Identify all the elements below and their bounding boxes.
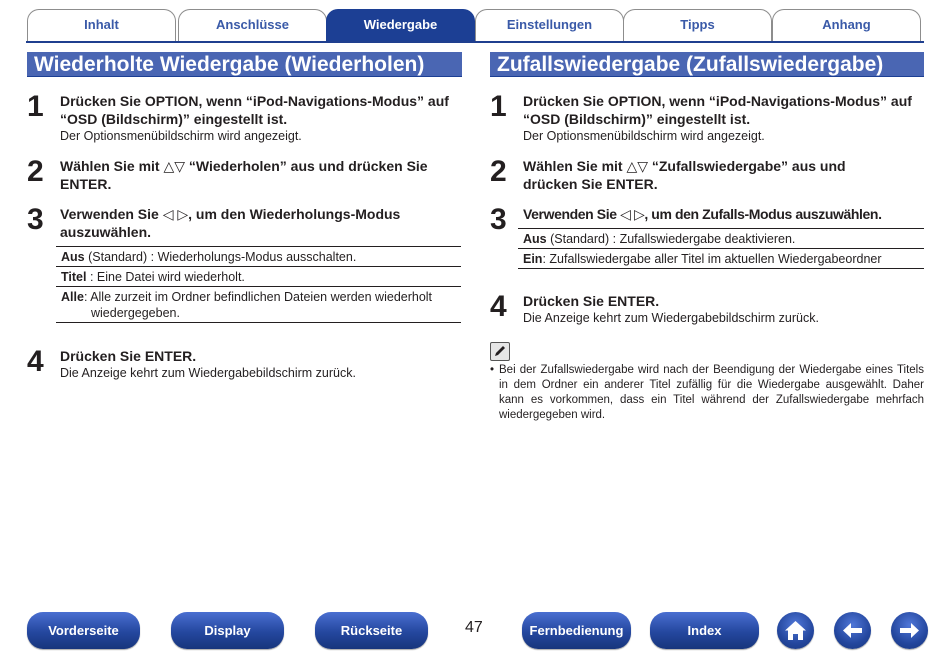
option-key: Alle [61,290,84,304]
tab-bar [0,0,950,44]
tab-anschluesse[interactable]: Anschlüsse [178,9,327,42]
arrow-left-icon [840,618,865,643]
tab-wiedergabe[interactable]: Wiedergabe [326,9,475,43]
option-key: Aus [61,250,85,264]
step-number: 3 [27,203,44,236]
option-row [518,249,924,269]
index-button[interactable]: Index [650,612,759,649]
option-text: (Standard) : Wiederholungs-Modus ausschalten. [84,250,357,264]
tab-underline [26,41,924,43]
step-number: 1 [27,90,44,123]
note-text: Bei der Zufallswiedergabe wird nach der Beendigung der Wiedergabe eines Titels in dem Ordner ein anderer Titel zufällig für die Wiedergabe ausgewählt. Daher kann es vorkommen, dass ein Titel während der Zufallswiedergabe mehrfach wiedergegeben wird. [499,364,924,421]
display-button[interactable]: Display [171,612,284,649]
home-icon [783,618,808,643]
step-desc: Die Anzeige kehrt zum Wiedergabebildschirm zurück. [60,366,356,380]
front-view-button[interactable]: Vorderseite [27,612,140,649]
option-text: : Eine Datei wird wiederholt. [86,270,245,284]
option-row [56,267,461,287]
step-number: 2 [27,155,44,188]
tab-tipps[interactable]: Tipps [623,9,772,42]
home-button[interactable] [777,612,814,649]
option-text: (Standard) : Zufallswiedergabe deaktivieren. [546,232,796,246]
option-row [56,287,461,323]
step-desc: Die Anzeige kehrt zum Wiedergabebildschirm zurück. [523,311,819,325]
step-number: 4 [490,290,507,323]
option-text: : Alle zurzeit im Ordner befindlichen Dateien werden wiederholt [83,290,433,304]
note-bullet: • [490,364,495,376]
option-text-cont: wiedergegeben. [91,306,180,320]
pencil-note-icon [490,342,510,361]
step-number: 3 [490,203,507,236]
back-button[interactable] [834,612,871,649]
tab-einstellungen[interactable]: Einstellungen [475,9,624,42]
option-key: Ein [523,252,543,266]
page-number: 47 [465,619,483,636]
option-text: : Zufallswiedergabe aller Titel im aktuellen Wiedergabeordner [542,252,882,266]
step-title: Drücken Sie OPTION, wenn “iPod-Navigations-Modus” auf “OSD (Bildschirm)” eingestellt ist. [523,93,912,127]
step-number: 4 [27,345,44,378]
step-desc: Der Optionsmenübildschirm wird angezeigt. [60,129,302,143]
step-title: Drücken Sie ENTER. [523,293,660,309]
tab-anhang[interactable]: Anhang [772,9,921,42]
step-number: 1 [490,90,507,123]
remote-control-button[interactable]: Fernbedienung [522,612,631,649]
note [490,363,924,423]
step-title: Wählen Sie mit △▽ “Wiederholen” aus und drücken Sie ENTER. [60,158,428,192]
arrow-right-icon [897,618,922,643]
option-row [518,229,924,249]
step-title: Verwenden Sie ◁ ▷, um den Zufalls-Modus auszuwählen. [523,206,882,222]
tab-inhalt[interactable]: Inhalt [27,9,176,42]
repeat-options-table [56,246,461,323]
rear-view-button[interactable]: Rückseite [315,612,428,649]
option-key: Titel [61,270,87,284]
step-desc: Der Optionsmenübildschirm wird angezeigt. [523,129,765,143]
step-title: Verwenden Sie ◁ ▷, um den Wiederholungs-Modus auszuwählen. [60,206,401,240]
step-title: Wählen Sie mit △▽ “Zufallswiedergabe” aus und drücken Sie ENTER. [523,158,846,192]
step-title: Drücken Sie ENTER. [60,348,197,364]
option-key: Aus [523,232,547,246]
forward-button[interactable] [891,612,928,649]
section-title-shuffle: Zufallswiedergabe (Zufallswiedergabe) [490,52,924,77]
step-number: 2 [490,155,507,188]
step-title: Drücken Sie OPTION, wenn “iPod-Navigations-Modus” auf “OSD (Bildschirm)” eingestellt ist. [60,93,449,127]
section-title-repeat: Wiederholte Wiedergabe (Wiederholen) [27,52,462,77]
option-row [56,247,461,267]
shuffle-options-table [518,228,924,269]
